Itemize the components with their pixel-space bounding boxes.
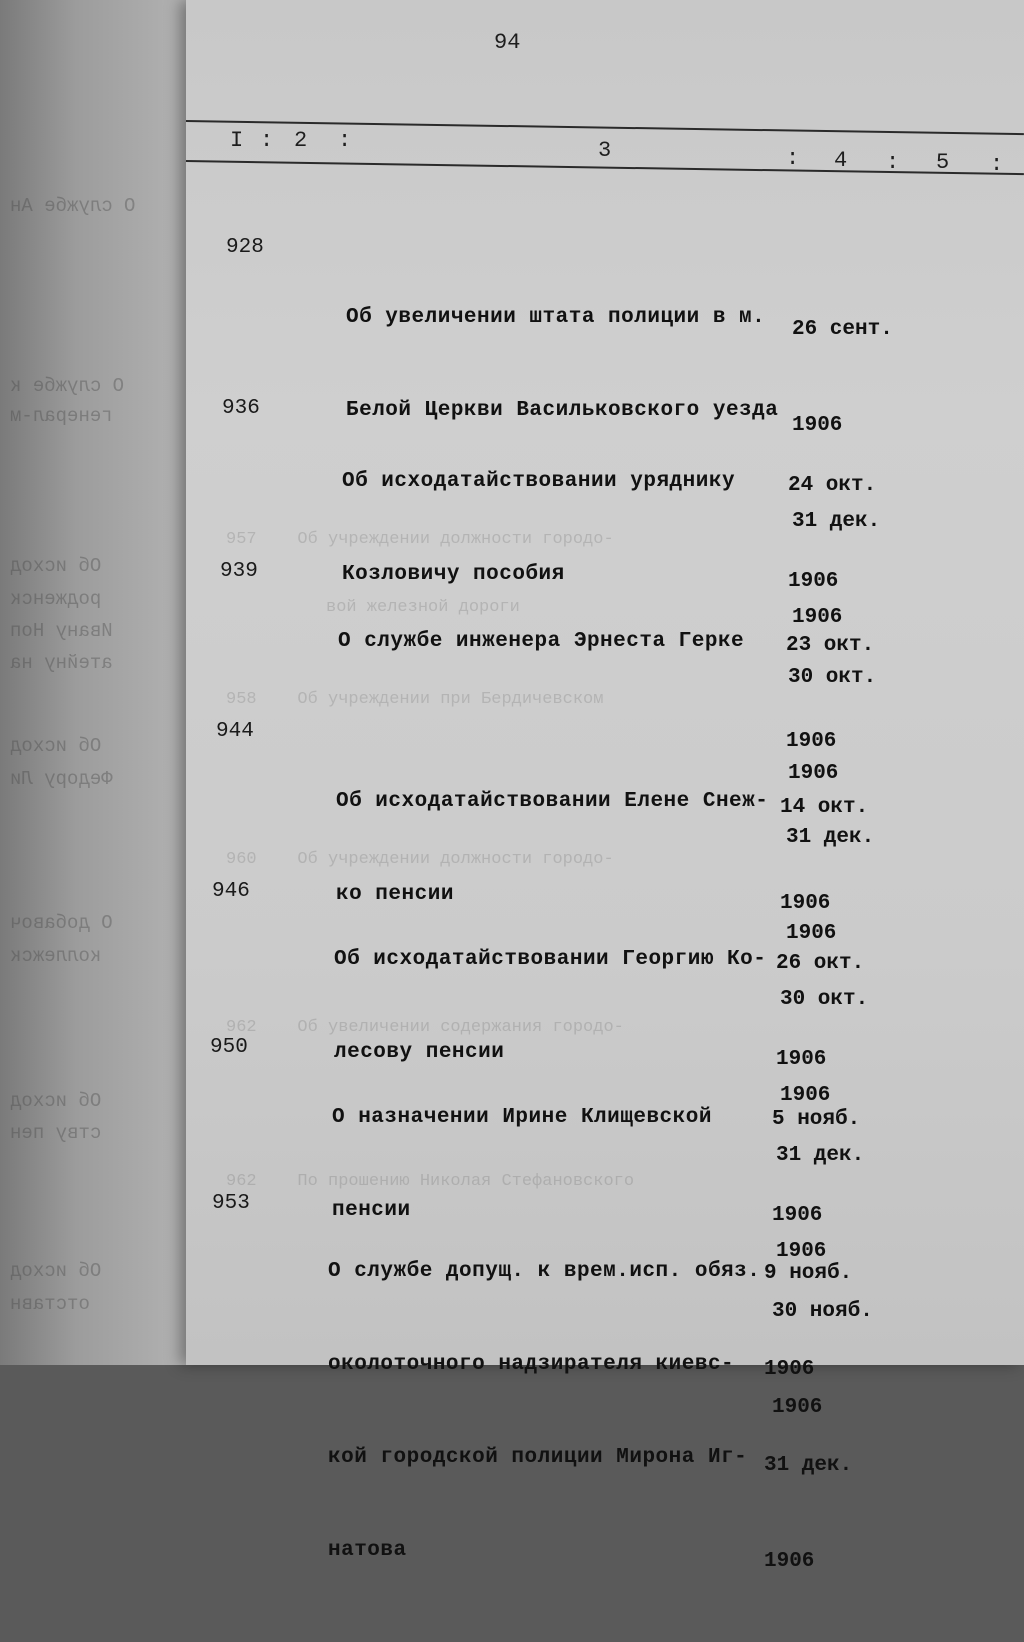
end-date: 31 дек. [776,1144,865,1167]
column-separator: : [786,146,800,171]
entry-number: 939 [220,560,258,583]
end-year: 1906 [772,1396,823,1419]
start-year: 1906 [772,1204,823,1227]
previous-page-edge: О службе Ан О службе к генерал-м Об исход родженск Ивану Ноп атейну на Об исход Федору Ли О добавоч коллежск Об исход ству пен Об исход отставн [0,0,190,1365]
end-date: 30 нояб. [772,1300,873,1323]
start-year: 1906 [792,414,843,437]
page-number: 94 [494,30,521,55]
entry-title-line: Об исходатайствовании Елене Снеж- [336,790,769,813]
entry-title-line: пенсии [332,1199,411,1222]
column-header-3: 3 [598,138,612,163]
entry-title-line: Об исходатайствовании Георгию Ко- [334,948,767,971]
start-date: 5 нояб. [772,1108,861,1131]
entry-title-line: натова [328,1539,407,1562]
column-header-4: 4 [834,148,848,173]
column-separator: : [338,128,352,153]
entry-number: 953 [212,1192,250,1215]
start-year: 1906 [780,892,831,915]
entry-dates [764,1194,852,1642]
entry-title-line: О назначении Ирине Клищевской [332,1106,712,1129]
end-date: 31 дек. [786,826,875,849]
column-header-5: 5 [936,150,950,175]
table-header-top-rule [186,120,1024,135]
entry-title [328,1194,760,1628]
start-year: 1906 [776,1048,827,1071]
end-year: 1906 [788,762,839,785]
start-year: 1906 [786,730,837,753]
end-date: 30 окт. [788,666,877,689]
entry-title-line: Об увеличении штата полиции в м. [346,306,766,329]
start-date: 26 окт. [776,952,865,975]
entry-number: 944 [216,720,254,743]
column-separator: : [260,128,274,153]
end-date: 31 дек. [792,510,881,533]
entry-title-line: Об исходатайствовании уряднику [342,470,736,493]
column-separator: : [886,150,900,175]
end-year: 1906 [776,1240,827,1263]
entry-title-line: околоточного надзирателя киевс- [328,1353,735,1376]
end-date: 30 окт. [780,988,869,1011]
end-year: 1906 [792,606,843,629]
entry-title-line: О службе допущ. к врем.исп. обяз. [328,1260,761,1283]
entry-number: 950 [210,1036,248,1059]
end-year: 1906 [764,1550,815,1573]
start-date: 9 нояб. [764,1262,853,1285]
entry-title [338,564,744,719]
start-year: 1906 [764,1358,815,1381]
start-year: 1906 [788,570,839,593]
start-date: 24 окт. [788,474,877,497]
entry-title-line: кой городской полиции Мирона Иг- [328,1446,748,1469]
end-year: 1906 [780,1084,831,1107]
start-date: 14 окт. [780,796,869,819]
start-date: 26 сент. [792,318,893,341]
entry-title-line: лесову пенсии [334,1041,505,1064]
entry-number: 946 [212,880,250,903]
entry-title-line: Белой Церкви Васильковского уезда [346,399,779,422]
entry-title-line: ко пенсии [336,883,454,906]
entry-title-line: Козловичу пособия [342,563,565,586]
column-header-1: I [230,128,244,153]
column-header-2: 2 [294,128,308,153]
start-date: 23 окт. [786,634,875,657]
entry-number: 928 [226,236,264,259]
column-separator: : [990,152,1004,177]
end-date: 31 дек. [764,1454,853,1477]
entry-title-line: О службе инженера Эрнеста Герке [338,630,745,653]
document-page: 957 Об учреждении должности городо- вой железной дороги 958 Об учреждении при Бердичевском 960 Об учреждении должности городо- 962 Об увеличении содержания городо- 962 По прошению Николая Стефановского 94 I : 2 : 3 : 4 : 5 : 928 Об увеличении штата полиции в м. Белой Церкви Васильковского уезда 26 сент. 1906 31 дек. 1906 936 Об исходатайствовании уряднику Козловичу пособия 24 окт. 1906 30 окт. 1906 939 О службе инженера Эрнеста Герке 23 окт. 1906 31 дек. 1906 944 Об исходатайствовании Елене Снеж- ко пенсии 14 окт. 1906 30 окт. 1906 946 Об исходатайствовании Георгию Ко- лесову пенсии 26 окт. 1906 31 дек. 1906 950 О назначении Ирине Клищевской пенсии 5 нояб. 1906 30 нояб. 1906 953 О службе допущ. к врем.исп. обяз. околоточного надзирателя киевс- кой городской полиции Мирона Иг- натова 9 нояб. 1906 31 дек. 1906 [186,0,1024,1365]
entry-number: 936 [222,397,260,420]
end-year: 1906 [786,922,837,945]
